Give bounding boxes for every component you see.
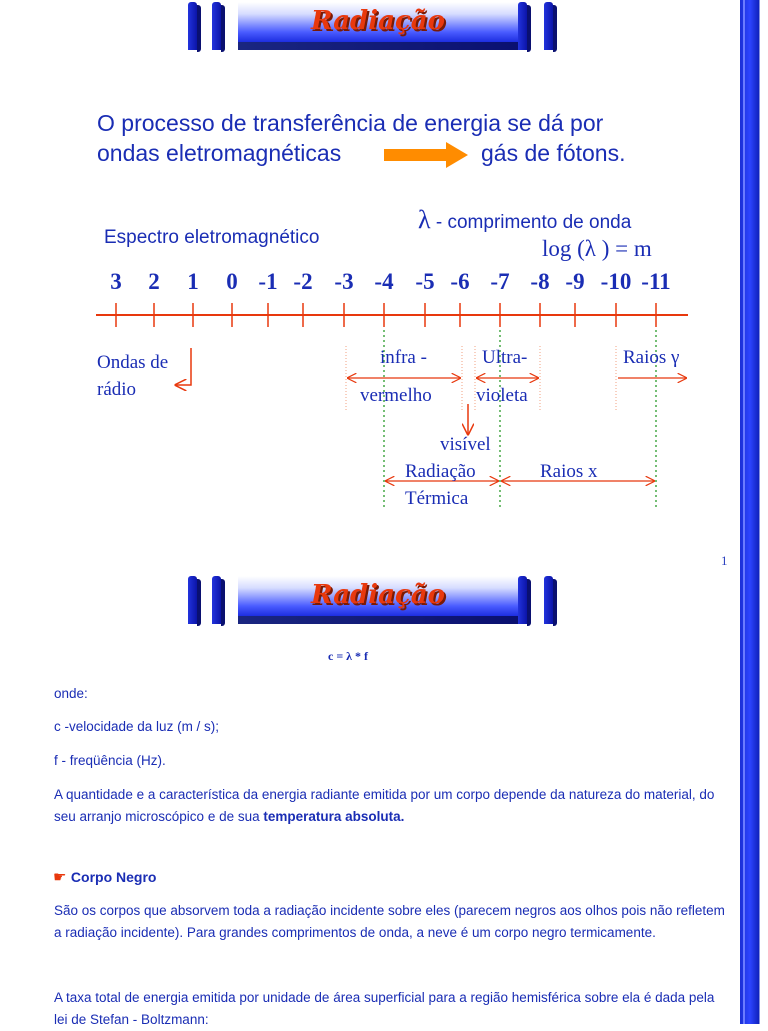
visible-label: visível: [440, 434, 491, 455]
tick-label: 2: [148, 269, 160, 294]
f-definition: f - freqüência (Hz).: [54, 753, 166, 768]
tick-label: -11: [641, 269, 671, 294]
paragraph-energy-characteristics: [54, 784, 726, 828]
intro-line-2-left: ondas eletromagnéticas: [97, 140, 342, 166]
spectrum-label: Espectro eletromagnético: [104, 227, 320, 248]
tick-label: 0: [226, 269, 238, 294]
corpo-negro-title: Corpo Negro: [70, 869, 157, 885]
page-number: 1: [721, 553, 728, 568]
radio-label-line2: rádio: [97, 379, 137, 400]
lambda-description: - comprimento de onda: [430, 212, 632, 233]
paragraph-energy-emphasis: temperatura absoluta.: [263, 809, 405, 824]
pointing-hand-icon: ☛: [53, 869, 67, 886]
log-formula: log (λ ) = m: [542, 236, 652, 261]
intro-line-2-right: gás de fótons.: [481, 140, 626, 166]
right-edge-bar: [740, 0, 768, 1024]
light-speed-formula: c = λ * f: [328, 649, 369, 663]
slide2-banner-title: Radiação: [311, 580, 445, 610]
paragraph-black-body: São os corpos que absorvem toda a radiação incidente sobre eles (parecem negros aos olhos pois não refletem a radiação incidente). Para grandes comprimentos de onda, a neve é um corpo negro termicamente.: [54, 903, 725, 940]
gamma-label: Raios γ: [623, 347, 680, 368]
tick-label: -8: [530, 269, 550, 294]
spectrum-axis: [96, 303, 688, 327]
banner-pillar: [188, 576, 197, 624]
tick-label: -10: [600, 269, 632, 294]
tick-label: 3: [110, 269, 122, 294]
thermal-label-line2: Térmica: [405, 488, 469, 509]
banner-pillar: [544, 576, 553, 624]
section-corpo-negro-heading: [53, 868, 156, 887]
slide1-banner-title: Radiação: [311, 6, 445, 36]
infrared-label-line1: infra -: [380, 347, 427, 368]
onde-label: onde:: [54, 686, 88, 701]
c-definition: c -velocidade da luz (m / s);: [54, 719, 220, 734]
tick-label: -3: [334, 269, 354, 294]
xray-label: Raios x: [540, 461, 598, 482]
ultraviolet-label-line1: Ultra-: [482, 347, 528, 368]
slide2-banner: [188, 576, 568, 632]
lambda-symbol: λ: [418, 205, 431, 234]
infrared-label-line2: vermelho: [360, 385, 432, 406]
banner-pillar: [212, 576, 221, 624]
radio-label-line1: Ondas de: [97, 352, 169, 373]
tick-label: -5: [415, 269, 435, 294]
tick-label: 1: [187, 269, 199, 294]
tick-label: -9: [565, 269, 585, 294]
paragraph-energy-text: A quantidade e a característica da energia radiante emitida por um corpo depende da natureza do material, do seu arranjo microscópico e de sua: [54, 787, 715, 824]
radio-arrow: [176, 348, 191, 385]
banner-pillar: [518, 576, 527, 624]
thermal-label-line1: Radiação: [405, 461, 476, 482]
tick-label: -4: [374, 269, 394, 294]
paragraph-stefan-boltzmann: A taxa total de energia emitida por unidade de área superficial para a região hemisférica sobre ela é dada pela lei de Stefan - Boltzmann:: [54, 990, 715, 1027]
intro-line-1: O processo de transferência de energia se dá por: [97, 110, 604, 136]
ultraviolet-label-line2: violeta: [476, 385, 528, 406]
tick-label: -7: [490, 269, 510, 294]
tick-label: -6: [450, 269, 470, 294]
tick-label: -1: [258, 269, 278, 294]
tick-label: -2: [293, 269, 313, 294]
